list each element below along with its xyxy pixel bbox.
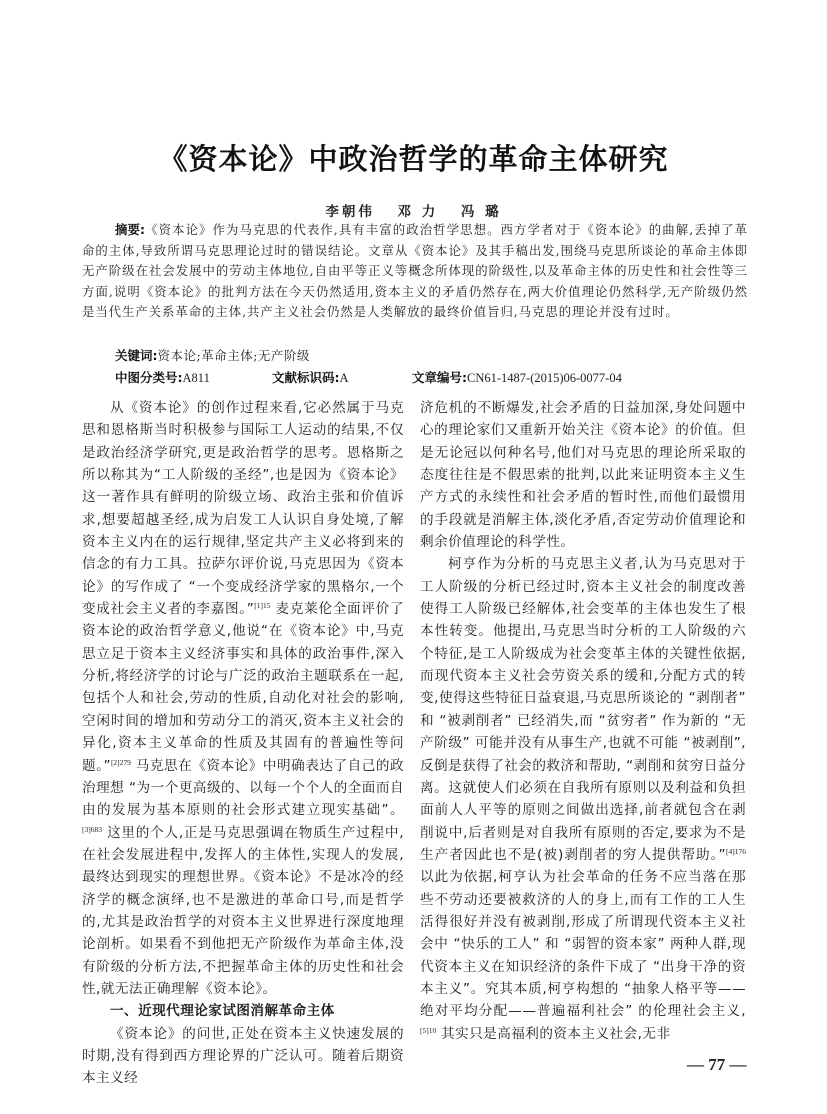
clc-value: A811 [182, 371, 210, 385]
article-number-label: 文章编号: [412, 370, 467, 385]
article-title: 《资本论》中政治哲学的革命主体研究 [158, 142, 669, 176]
citation: [2]279 [110, 757, 131, 767]
body-paragraph [420, 553, 746, 1045]
abstract [82, 220, 748, 323]
article-number [412, 368, 622, 386]
body-paragraph: 《资本论》的问世,正处在资本主义快速发展的时期,没有得到西方理论界的广泛认可。随着后期资本主义经 [82, 1025, 404, 1087]
citation: [3]683 [82, 824, 102, 834]
page-number: — 77 — [687, 1055, 747, 1074]
paragraph-text: 马克思在《资本论》中明确表达了自己的政治理想 “为一个更高级的、以每一个个人的全面而自由的发展为基本原则的社会形式建立现实基础”。 [82, 757, 404, 819]
section-heading: 一、近现代理论家试图消解革命主体 [110, 1003, 335, 1020]
paragraph-text: 其实只是高福利的资本主义社会,无非 [436, 1025, 671, 1042]
doc-code-label: 文献标识码: [272, 370, 340, 385]
author-name: 邓 力 [397, 204, 439, 220]
paragraph-text: 从《资本论》的创作过程来看,它必然属于马克思和恩格斯当时积极参与国际工人运动的结果,不仅是政治经济学研究,更是政治哲学的思考。恩格斯之所以称其为“工人阶级的圣经”,也是因为《资本论》这一著作具有鲜明的阶级立场、政治主张和价值诉求,想要超越圣经,成为启发工人认识自身处境,了解资本主义内在的运行规律,坚定共产主义必将到来的信念的有力工具。拉萨尔评价说,马克思因为《资本论》的写作成了 “一个变成经济学家的黑格尔,一个变成社会主义者的李嘉图。” [82, 400, 404, 618]
citation: [4]176 [726, 846, 746, 856]
body-column-left [82, 397, 404, 1090]
body-column-right [420, 397, 746, 1045]
abstract-text: 《资本论》作为马克思的代表作,具有丰富的政治哲学思想。西方学者对于《资本论》的曲解,丢掉了革命的主体,导致所谓马克思理论过时的错误结论。文章从《资本论》及其手稿出发,围绕马克思所谈论的革命主体即无产阶级在社会发展中的劳动主体地位,自由平等正义等概念所体现的阶级性,以及革命主体的历史性和社会性等三方面,说明《资本论》的批判方法在今天仍然适用,资本主义的矛盾仍然存在,两大价值理论仍然科学,无产阶级仍然是当代生产关系革命的主体,共产主义社会仍然是人类解放的最终价值旨归,马克思的理论并没有过时。 [82, 222, 748, 320]
keywords-line [115, 346, 310, 364]
paragraph-text: 麦克莱伦全面评价了资本论的政治哲学意义,他说“在《资本论》中,马克思立足于资本主义经济事实和具体的政治事件,深入分析,将经济学的讨论与广泛的政治主题联系在一起,包括个人和社会,劳动的性质,自动化对社会的影响,空闲时间的增加和劳动分工的消灭,资本主义社会的异化,资本主义革命的性质及其固有的普遍性等问题。” [82, 601, 404, 774]
article-number-value: CN61-1487-(2015)06-0077-04 [467, 371, 622, 385]
clc-label: 中图分类号: [115, 370, 183, 385]
abstract-label: 摘要: [115, 222, 146, 237]
body-paragraph [82, 397, 404, 1000]
clc-code [115, 368, 210, 386]
body-paragraph: 济危机的不断爆发,社会矛盾的日益加深,身处问题中心的理论家们又重新开始关注《资本论》的价值。但是无论冠以何种名号,他们对马克思的理论所采取的态度往往是不假思索的批判,以此来证明资本主义生产方式的永续性和社会矛盾的暂时性,而他们最惯用的手段就是消解主体,淡化矛盾,否定劳动价值理论和剩余价值理论的科学性。 [420, 400, 746, 551]
paragraph-text: 柯亨作为分析的马克思主义者,认为马克思对于工人阶级的分析已经过时,资本主义社会的制度改善使得工人阶级已经解体,社会变革的主体也发生了根本性转变。他提出,马克思当时分析的工人阶级的六个特征,是工人阶级成为社会变革主体的关键性依据,而现代资本主义社会劳资关系的缓和,分配方式的转变,使得这些特征日益衰退,马克思所谈论的 “剥削者” 和 “被剥削者” 已经消失,而 “贫穷者” 作为新的 “无产阶级” 可能并没有从事生产,也就不可能 “被剥削”,反倒是获得了社会的救济和帮助, “剥削和贫穷日益分离。这就使人们必须在自我所有原则以及利益和负担面前人人平等的原则之间做出选择,前者就包含在剥削说中,后者则是对自我所有原则的否定,要求为不是生产者因此也不是(被)剥削者的穷人提供帮助。” [420, 556, 746, 863]
document-code [272, 368, 349, 386]
citation: [5]10 [420, 1025, 437, 1035]
citation: [1]15 [254, 601, 271, 611]
keywords-text: 资本论;革命主体;无产阶级 [157, 348, 310, 363]
doc-code-value: A [339, 371, 349, 385]
author-list [0, 200, 827, 220]
paragraph-text: 这里的个人,正是马克思强调在物质生产过程中,在社会发展进程中,发挥人的主体性,实现人的发展,最终达到现实的理想世界。《资本论》不是冰冷的经济学的概念演绎,也不是激进的革命口号,而是哲学的,尤其是政治哲学的对资本主义世界进行深度地理论剖析。如果看不到他把无产阶级作为革命主体,没有阶级的分析方法,不把握革命主体的历史性和社会性,就无法正确理解《资本论》。 [82, 824, 404, 997]
paragraph-text: 以此为依据,柯亨认为社会革命的任务不应当落在那些不劳动还要被救济的人的身上,而有工作的工人生活得很好并没有被剥削,形成了所谓现代资本主义社会中 “快乐的工人” 和 “弱智的资本家” 两种人群,现代资本主义在知识经济的条件下成了 “出身干净的资本主义”。究其本质,柯亨构想的 “抽象人格平等——绝对平均分配——普遍福利社会” 的伦理社会主义, [420, 869, 746, 1020]
keywords-label: 关键词: [115, 348, 158, 363]
author-name: 冯 璐 [460, 204, 502, 220]
author-name: 李朝伟 [325, 204, 375, 220]
